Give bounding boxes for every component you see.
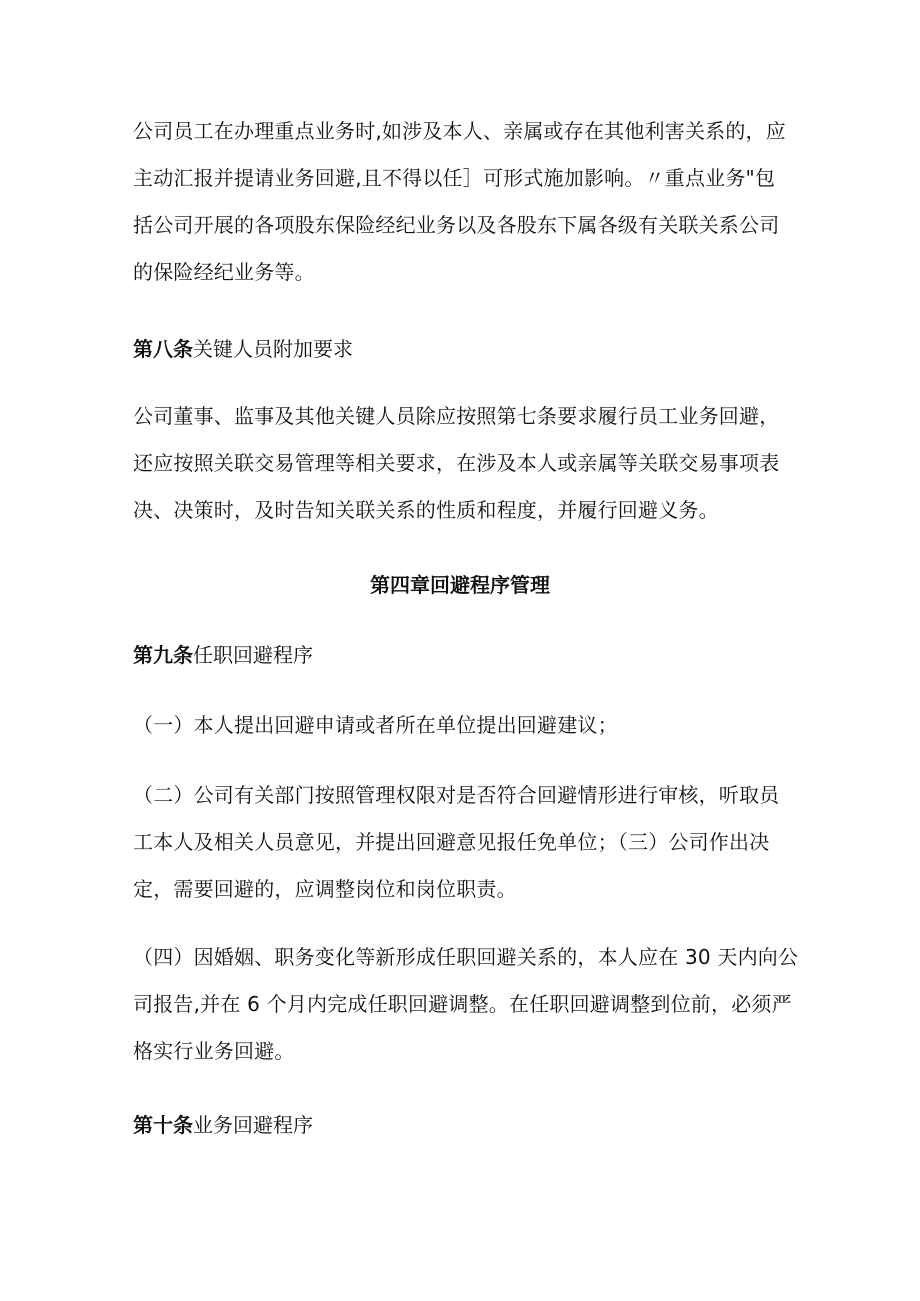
text-line: 司报告,并在 6 个月内完成任职回避调整。在任职回避调整到位前，必须严 [133,992,792,1016]
article-title: 任职回避程序 [193,643,313,667]
text-line: 的保险经纪业务等。 [133,260,315,284]
text-line: （一）本人提出回避申请或者所在单位提出回避建议； [133,713,618,737]
list-item-2-3 [133,772,793,913]
chapter-4-heading: 第四章回避程序管理 [370,573,550,597]
text-line: 还应按照关联交易管理等相关要求，在涉及本人或亲属等关联交易事项表 [133,451,780,475]
text-line: 工本人及相关人员意见，并提出回避意见报任免单位；（三）公司作出决 [133,830,770,854]
list-item-4 [133,934,799,1075]
article-number: 第十条 [133,1113,193,1137]
article-title: 关键人员附加要求 [193,337,353,361]
list-item-1 [133,702,793,749]
text-line: 格实行业务回避。 [133,1039,295,1063]
paragraph-key-personnel [133,393,793,534]
text-line: 定，需要回避的，应调整岗位和岗位职责。 [133,877,517,901]
article-10-heading [133,1102,313,1149]
article-8-heading [133,326,353,373]
text-line: 公司董事、监事及其他关键人员除应按照第七条要求履行员工业务回避， [133,404,780,428]
text-line: （二）公司有关部门按照管理权限对是否符合回避情形进行审核，听取员 [133,783,780,807]
article-title: 业务回避程序 [193,1113,313,1137]
text-line: 决、决策时，及时告知关联关系的性质和程度，并履行回避义务。 [133,498,719,522]
paragraph-key-business-avoidance [133,108,793,296]
article-number: 第八条 [133,337,193,361]
text-line: 公司员工在办理重点业务时,如涉及本人、亲属或存在其他利害关系的，应 [133,119,786,143]
text-line: 主动汇报并提请业务回避,且不得以任］可形式施加影响。〃重点业务"包 [133,166,776,190]
article-number: 第九条 [133,643,193,667]
text-line: 括公司开展的各项股东保险经纪业务以及各股东下属各级有关联关系公司 [133,213,780,237]
text-line: （四）因婚姻、职务变化等新形成任职回避关系的，本人应在 30 天内向公 [133,945,799,969]
article-9-heading [133,632,313,679]
